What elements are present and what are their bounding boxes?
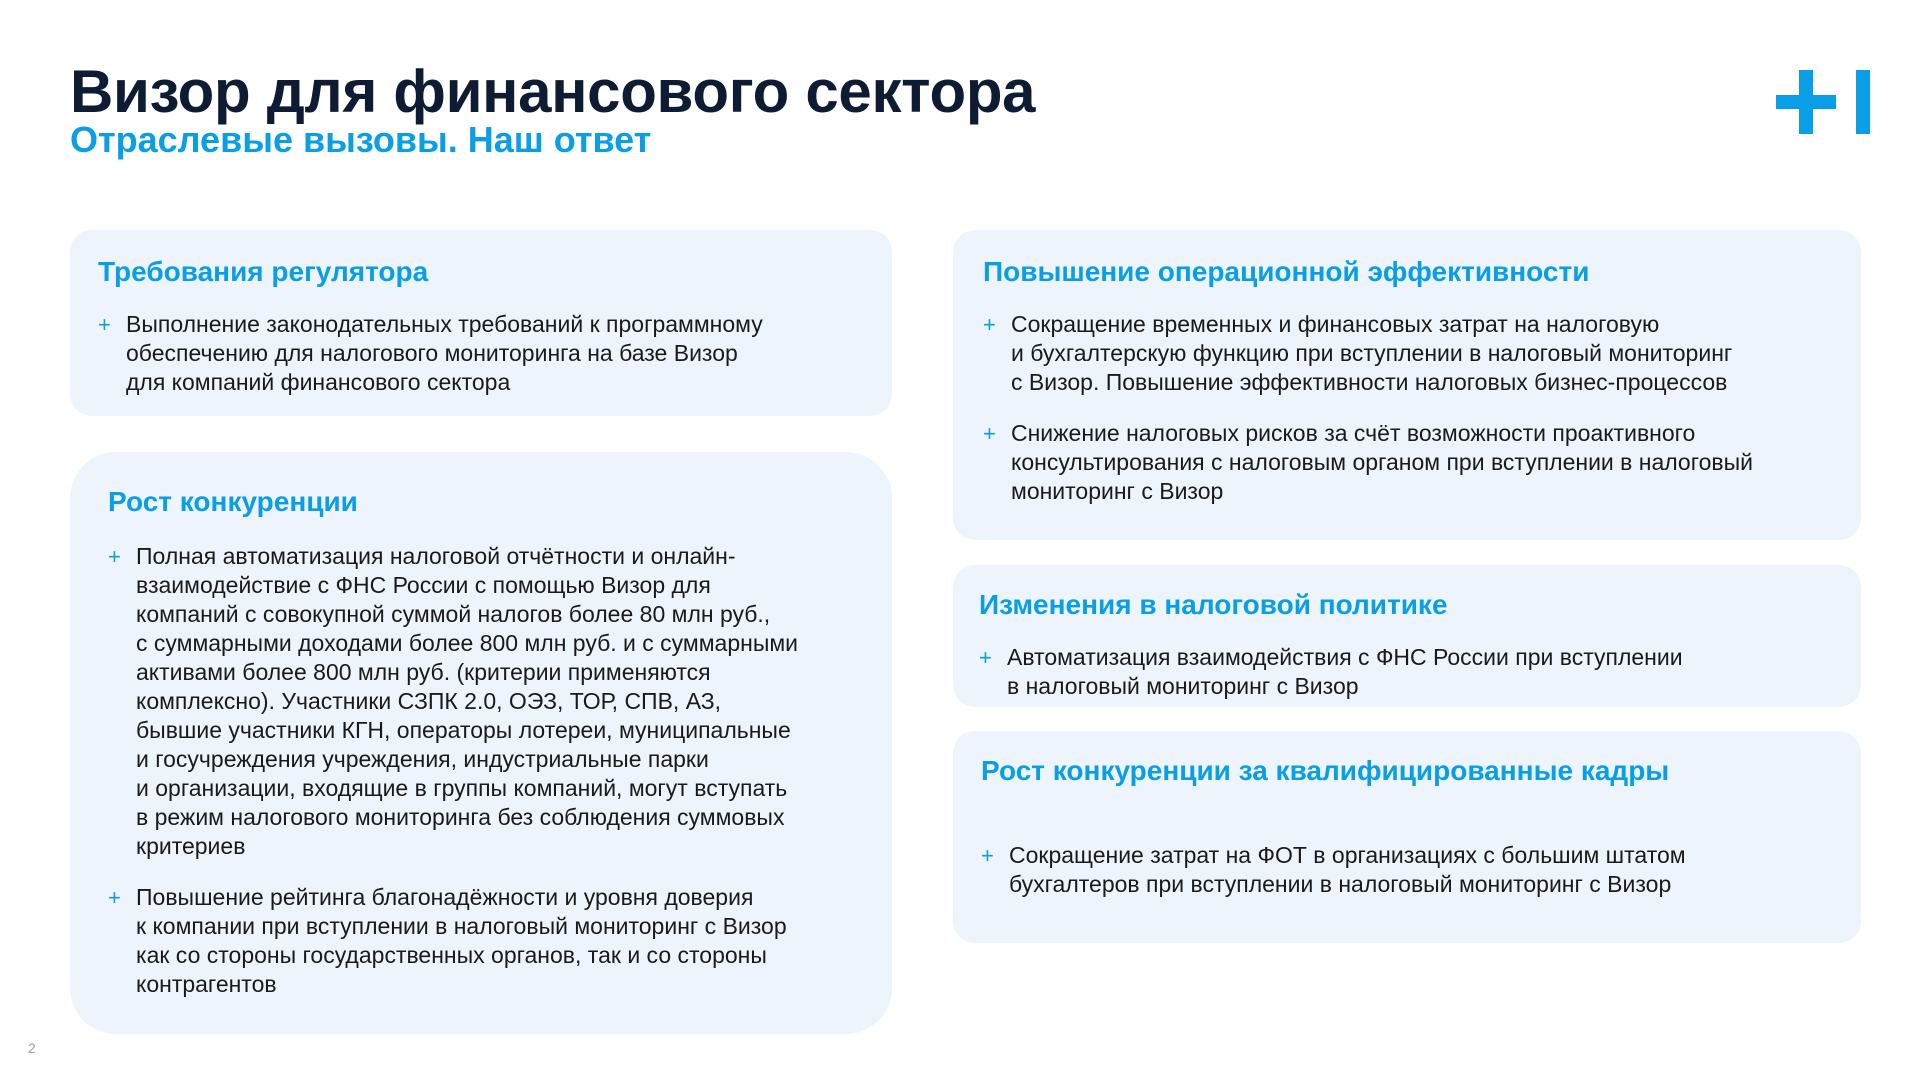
bullet-item: [979, 643, 1835, 701]
bullet-list: [98, 310, 864, 397]
card-regulator-requirements: [70, 230, 892, 416]
plus-icon: +: [108, 544, 121, 569]
plus-icon: +: [983, 421, 996, 446]
bullet-item: [98, 310, 864, 397]
plus-icon: +: [98, 312, 111, 337]
bullet-text: Сокращение затрат на ФОТ в организациях с большим штатом бухгалтеров при вступлении в налоговый мониторинг с Визор: [1009, 842, 1686, 897]
plus-icon: +: [979, 645, 992, 670]
card-qualified-staff-competition: [953, 731, 1861, 943]
bullet-text: Выполнение законодательных требований к программному обеспечению для налогового мониторинга на базе Визор для компаний финансового сектора: [126, 311, 763, 395]
bullet-item: [981, 841, 1833, 899]
bullet-item: [983, 419, 1831, 506]
bullet-text: Автоматизация взаимодействия с ФНС России при вступлении в налоговый мониторинг с Визор: [1007, 644, 1683, 699]
bullet-item: [108, 542, 854, 861]
page-title: Визор для финансового сектора: [70, 58, 1036, 125]
page-subtitle: Отраслевые вызовы. Наш ответ: [70, 119, 652, 160]
card-competition-growth: [70, 452, 892, 1034]
bullet-list: [983, 310, 1831, 506]
bullet-item: [108, 883, 854, 999]
card-title: Рост конкуренции: [108, 486, 358, 517]
card-operational-efficiency: [953, 230, 1861, 540]
bullet-item: [983, 310, 1831, 397]
card-title: Рост конкуренции за квалифицированные кадры: [981, 755, 1670, 786]
plus-icon: +: [108, 885, 121, 910]
card-title: Требования регулятора: [98, 256, 429, 287]
bullet-list: [979, 643, 1835, 701]
plus-icon: +: [983, 312, 996, 337]
bullet-text: Полная автоматизация налоговой отчётности и онлайн- взаимодействие с ФНС России с помощью Визор для компаний с совокупной суммой налогов более 80 млн руб., с суммарными доходами более 800 млн руб. и с суммарными активами более 800 млн руб. (критерии применяются комплексно). Участники СЗПК 2.0, ОЭЗ, ТОР, СПВ, АЗ, бывшие участники КГН, операторы лотереи, муниципальные и госучреждения учреждения, индустриальные парки и организации, входящие в группы компаний, могут вступать в режим налогового мониторинга без соблюдения суммовых критериев: [136, 543, 799, 859]
card-tax-policy-changes: [953, 565, 1861, 707]
bullet-text: Повышение рейтинга благонадёжности и уровня доверия к компании при вступлении в налоговый мониторинг с Визор как со стороны государственных органов, так и со стороны контрагентов: [136, 884, 787, 997]
bullet-list: [108, 542, 854, 999]
plus-bar-logo-icon: [1776, 70, 1876, 136]
bullet-list: [981, 841, 1833, 899]
card-title: Изменения в налоговой политике: [979, 589, 1448, 620]
bullet-text: Снижение налоговых рисков за счёт возможности проактивного консультирования с налоговым органом при вступлении в налоговый мониторинг с Визор: [1011, 420, 1753, 504]
card-title: Повышение операционной эффективности: [983, 256, 1590, 287]
plus-icon: +: [981, 843, 994, 868]
bullet-text: Сокращение временных и финансовых затрат на налоговую и бухгалтерскую функцию при вступлении в налоговый мониторинг с Визор. Повышение эффективности налоговых бизнес-процессов: [1011, 311, 1733, 395]
page-number: 2: [28, 1040, 36, 1056]
